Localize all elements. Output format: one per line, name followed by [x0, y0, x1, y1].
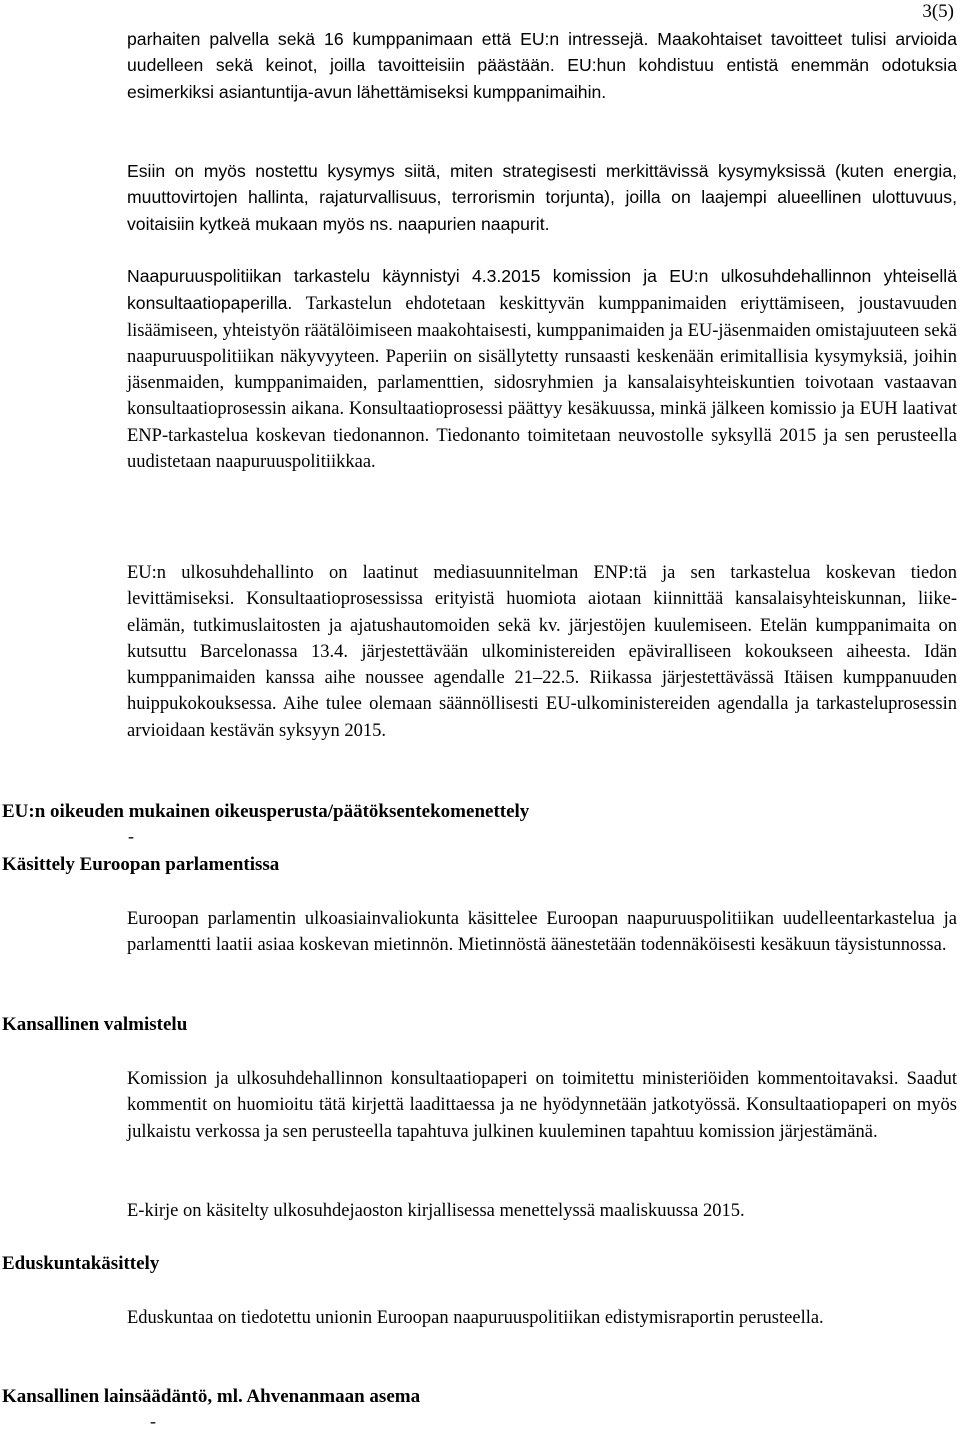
paragraph-3-lead: Naapuruuspolitiikan tarkastelu käynnistyi 4.3.2015 komission ja EU:n ulkosuhdehallinnon yhteisellä konsultaatiopaperilla. — [127, 266, 957, 314]
national-legislation-value: - — [150, 1411, 156, 1431]
heading-parliament-handling: Eduskuntakäsittely — [2, 1253, 160, 1274]
paragraph-5: Euroopan parlamentin ulkoasiainvaliokunta käsittelee Euroopan naapuruuspolitiikan uudelleentarkastelua ja parlamentti laatii asiaa koskevan mietinnön. Mietinnöstä äänestetään todennäköisesti kesäkuun täysistunnossa. — [127, 909, 957, 956]
paragraph-3-body: Tarkastelun ehdotetaan keskittyvän kumppanimaiden eriyttämiseen, joustavuuden lisäämiseen, yhteistyön räätälöimiseen maakohtaisesti, kumppanimaiden ja EU-jäsenmaiden omistajuuteen sekä naapuruuspolitiikan näkyvyyteen. Paperiin on sisällytetty runsaasti keskenään erimitallisia kysymyksiä, joihin jäsenmaiden, kumppanimaiden, parlamenttien, sidosryhmien ja kansalaisyhteiskuntien toivotaan vastaavan konsultaatioprosessin aikana. Konsultaatioprosessi päättyy kesäkuussa, minkä jälkeen komissio ja EUH laativat ENP-tarkastelua koskevan tiedonannon. Tiedonanto toimitetaan neuvostolle syksyllä 2015 ja sen perusteella uudistetaan naapuruuspolitiikkaa. — [127, 294, 957, 473]
page-number: 3(5) — [922, 1, 954, 22]
paragraph-4: EU:n ulkosuhdehallinto on laatinut mediasuunnitelman ENP:tä ja sen tarkastelua koskevan tiedon levittämiseksi. Konsultaatioprosessissa erityistä huomiota aiotaan kiinnittää kansalaisyhteiskunnan, liike-elämän, tutkimuslaitosten ja ajatushautomoiden sekä kv. järjestöjen kuulemiseen. Etelän kumppanimaita on kutsuttu Barcelonassa 13.4. järjestettävään ulkoministereiden epäviralliseen kokoukseen aiheesta. Idän kumppanimaiden kanssa aihe noussee agendalle 21–22.5. Riikassa järjestettävässä Itäisen kumppanuuden huippukokouksessa. Aihe tulee olemaan säännöllisesti EU-ulkoministereiden agendalla ja tarkasteluprosessin arvioidaan kestävän syksyyn 2015. — [127, 563, 957, 741]
paragraph-3 — [127, 263, 957, 475]
heading-parliament: Käsittely Euroopan parlamentissa — [2, 854, 280, 875]
heading-national-preparation: Kansallinen valmistelu — [2, 1014, 188, 1035]
heading-national-legislation: Kansallinen lainsäädäntö, ml. Ahvenanmaan asema — [2, 1386, 421, 1407]
paragraph-6: Komission ja ulkosuhdehallinnon konsultaatiopaperi on toimitettu ministeriöiden kommentoitavaksi. Saadut kommentit on huomioitu tätä kirjettä laadittaessa ja ne hyödynnetään jatkotyössä. Konsultaatiopaperi on myös julkaistu verkossa ja sen perusteella tapahtuva julkinen kuuleminen tapahtuu komission järjestämänä. — [127, 1069, 957, 1142]
heading-legal-basis: EU:n oikeuden mukainen oikeusperusta/päätöksentekomenettely — [2, 801, 530, 822]
paragraph-8: Eduskuntaa on tiedotettu unionin Euroopan naapuruuspolitiikan edistymisraportin perusteella. — [127, 1308, 824, 1328]
legal-basis-value: - — [128, 826, 134, 846]
paragraph-7: E-kirje on käsitelty ulkosuhdejaoston kirjallisessa menettelyssä maaliskuussa 2015. — [127, 1201, 745, 1221]
paragraph-2: Esiin on myös nostettu kysymys siitä, miten strategisesti merkittävissä kysymyksissä (kuten energia, muuttovirtojen hallinta, rajaturvallisuus, terrorismin torjunta), joilla on laajempi alueellinen ulottuvuus, voitaisiin kytkeä mukaan myös ns. naapurien naapurit. — [127, 161, 957, 234]
paragraph-1: parhaiten palvella sekä 16 kumppanimaan että EU:n intressejä. Maakohtaiset tavoitteet tulisi arvioida uudelleen sekä keinot, joilla tavoitteisiin päästään. EU:hun kohdistuu entistä enemmän odotuksia esimerkiksi asiantuntija-avun lähettämiseksi kumppanimaihin. — [127, 29, 957, 102]
